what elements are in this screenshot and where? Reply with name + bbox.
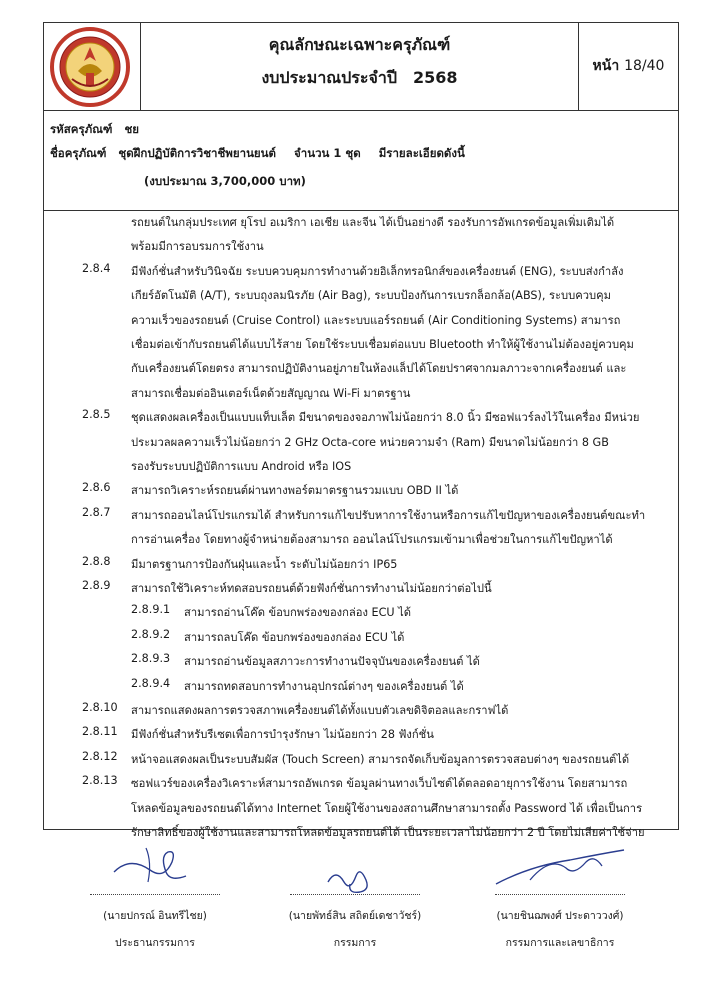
document-title: คุณลักษณะเฉพาะครุภัณฑ์ [268,35,451,54]
item-text-line: รองรับระบบปฏิบัติการแบบ Android หรือ IOS [131,460,352,473]
item-text-line: ประมวลผลความเร็วไม่น้อยกว่า 2 GHz Octa-core หน่วยความจำ (Ram) มีขนาดไม่น้อยกว่า 8 GB [131,435,609,449]
signature-line [495,894,625,895]
item-number: 2.8.7 [82,505,111,519]
name-value: ชุดฝึกปฏิบัติการวิชาชีพยานยนต์ [118,146,276,160]
item-number: 2.8.9.3 [131,652,171,666]
code-label: รหัสครุภัณฑ์ [50,122,113,136]
detail-text: มีรายละเอียดดังนี้ [378,146,465,160]
item-text-line: การอ่านเครื่อง โดยทางผู้จำหน่ายต้องสามารถ ออนไลน์โปรแกรมเข้ามาเพื่อช่วยในการแก้ไขปัญหาได้ [131,533,613,547]
page-label: หน้า [592,58,620,74]
budget-year: 2568 [413,68,458,87]
quantity-text: จำนวน 1 ชุด [294,146,361,160]
item-text-line: รถยนต์ในกลุ่มประเทศ ยุโรป อเมริกา เอเชีย และจีน ได้เป็นอย่างดี รองรับการอัพเกรดข้อมูลเพิ่มเติมได้ [131,216,615,229]
signer-role: ประธานกรรมการ [115,937,195,949]
item-text-line: เชื่อมต่อเข้ากับรถยนต์ได้แบบไร้สาย โดยใช้ระบบเชื่อมต่อแบบ Bluetooth ทำให้ผู้ใช้งานไม่ต้องอยู่ควบคุม [131,338,634,351]
item-text-line: ความเร็วของรถยนต์ (Cruise Control) และระบบแอร์รถยนต์ (Air Conditioning Systems) สามารถ [131,313,621,327]
item-text-line: มีมาตรฐานการป้องกันฝุ่นและน้ำ ระดับไม่น้อยกว่า IP65 [131,557,398,571]
item-number: 2.8.10 [82,701,118,714]
item-text-line: ซอฟแวร์ของเครื่องวิเคราะห์สามารถอัพเกรด ข้อมูลผ่านทางเว็บไซต์ได้ตลอดอายุการใช้งาน โดยสามารถ [131,777,628,791]
signature-2-icon [320,862,380,898]
item-text-line: สามารถวิเคราะห์รถยนต์ผ่านทางพอร์ตมาตรฐานรวมแบบ OBD II ได้ [131,484,459,498]
item-number: 2.8.13 [82,774,118,788]
item-number: 2.8.8 [82,554,111,568]
signature-line [90,894,220,895]
item-text-line: สามารถใช้วิเคราะห์ทดสอบรถยนต์ด้วยฟังก์ชั่นการทำงานไม่น้อยกว่าต่อไปนี้ [131,582,492,595]
page-number [579,23,678,110]
item-text-line: สามารถอ่านข้อมูลสภาวะการทำงานปัจจุบันของเครื่องยนต์ ได้ [184,655,480,669]
budget-label: งบประมาณประจำปี [261,68,397,87]
name-row [50,145,465,163]
signature-block-2 [255,852,455,951]
item-text-line: รักษาสิทธิ์ของผู้ใช้งานและสามารถโหลดข้อมูลรถยนต์ได้ เป็นระยะเวลาไม่น้อยกว่า 2 ปี โดยไม่เสียค่าใช้จ่าย [131,826,645,839]
budget-year-line [141,66,578,91]
page-value: 18/40 [624,58,665,74]
item-number: 2.8.6 [82,481,111,495]
code-row [50,121,139,139]
item-text-line: มีฟังก์ชั่นสำหรับวินิจฉัย ระบบควบคุมการทำงานด้วยอิเล็กทรอนิกส์ของเครื่องยนต์ (ENG), ระบบส่งกำลัง [131,264,624,278]
item-text-line: สามารถอ่านโค๊ด ข้อบกพร่องของกล่อง ECU ได้ [184,606,412,620]
signer-name: (นายปกรณ์ อินทรีไชย) [103,910,207,922]
item-number: 2.8.9.4 [131,676,171,690]
signer-name: (นายชินฌพงศ์ ประดาววงศ์) [496,910,624,922]
document-frame [43,22,679,839]
signer-role: กรรมการ [333,937,377,949]
signature-block-3 [460,852,660,951]
item-text-line: ชุดแสดงผลเครื่องเป็นแบบแท็บเล็ต มีขนาดของจอภาพไม่น้อยกว่า 8.0 นิ้ว มีซอฟแวร์ลงไว้ในเครื่อง มีหน่วย [131,411,640,425]
item-text-line: สามารถเชื่อมต่ออินเตอร์เน็ตด้วยสัญญาณ Wi-Fi มาตรฐาน [131,386,411,400]
item-text-line: พร้อมมีการอบรมการใช้งาน [131,240,264,254]
signature-block-1 [60,852,250,951]
signature-1-icon [110,842,190,888]
ovec-seal-icon [50,27,130,107]
item-text-line: โหลดข้อมูลของรถยนต์ได้ทาง Internet โดยผู้ใช้งานของสถานศึกษาสามารถตั้ง Password ได้ เพื่อเป็นการ [131,801,643,815]
signer-role: กรรมการและเลขาธิการ [505,937,615,949]
logo-cell [44,23,141,110]
code-value: ชย [124,122,140,136]
item-number: 2.8.9.2 [131,627,171,641]
item-number: 2.8.9 [82,579,111,592]
item-text-line: สามารถออนไลน์โปรแกรมได้ สำหรับการแก้ไขปรับหาการใช้งานหรือการแก้ไขปัญหาของเครื่องยนต์ขณะทำ [131,508,646,522]
item-number: 2.8.5 [82,408,111,422]
header [44,23,678,111]
title-cell [141,23,579,110]
item-number: 2.8.12 [82,749,118,763]
item-text-line: หน้าจอแสดงผลเป็นระบบสัมผัส (Touch Screen) สามารถจัดเก็บข้อมูลการตรวจสอบต่างๆ ของรถยนต์ได้ [131,752,630,766]
signer-name: (นายพัทธ์สิน สถิตย์เดชาวัชร์) [288,910,422,922]
budget-amount: (งบประมาณ 3,700,000 บาท) [144,174,306,188]
item-number: 2.8.11 [82,725,118,739]
item-info [44,111,678,211]
item-text-line: กับเครื่องยนต์โดยตรง สามารถปฏิบัติงานอยู่ภายในห้องแล็ปได้โดยปราศจากมลภาวะจากเครื่องยนต์ และ [131,362,627,376]
signature-3-icon [490,846,630,890]
item-number: 2.8.4 [82,261,111,275]
item-text-line: สามารถลบโค๊ด ข้อบกพร่องของกล่อง ECU ได้ [184,630,405,644]
item-number: 2.8.9.1 [131,603,171,617]
item-text-line: สามารถแสดงผลการตรวจสภาพเครื่องยนต์ได้ทั้งแบบตัวเลขดิจิตอลและกราฟได้ [131,704,509,717]
item-text-line: มีฟังก์ชั่นสำหรับรีเซตเพื่อการบำรุงรักษา ไม่น้อยกว่า 28 ฟังก์ชั่น [131,728,434,742]
name-label: ชื่อครุภัณฑ์ [50,146,107,160]
item-text-line: เกียร์อัตโนมัติ (A/T), ระบบถุงลมนิรภัย (Air Bag), ระบบป้องกันการเบรกล็อกล้อ(ABS), ระบบควบคุม [131,289,611,303]
item-text-line: สามารถทดสอบการทำงานอุปกรณ์ต่างๆ ของเครื่องยนต์ ได้ [184,679,464,693]
